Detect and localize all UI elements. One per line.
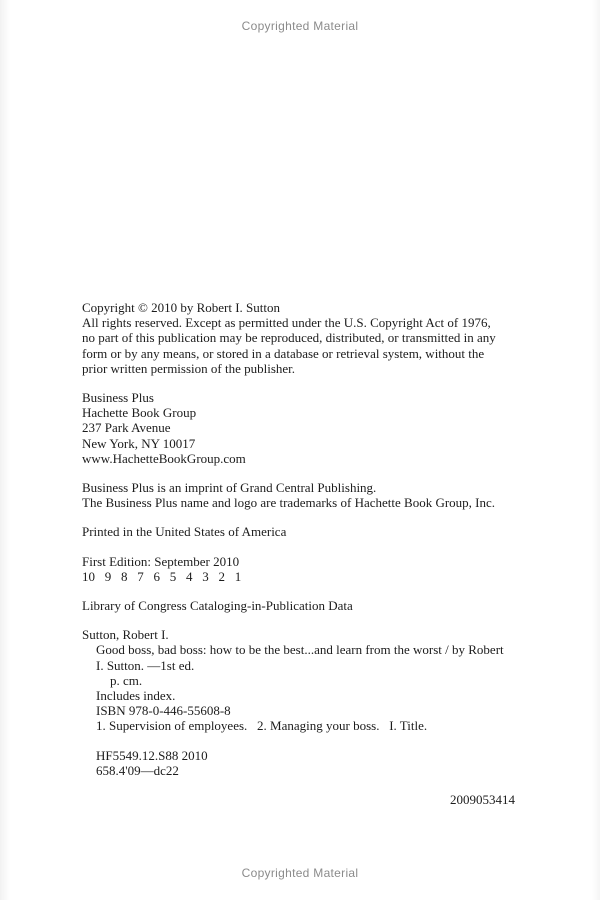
- edition-line: First Edition: September 2010: [82, 553, 240, 569]
- lccn-number: 2009053414: [450, 792, 515, 808]
- printing-number-line: 10 9 8 7 6 5 4 3 2 1: [82, 568, 242, 584]
- text-line: Copyright © 2010 by Robert I. Sutton: [82, 300, 281, 315]
- text-line: Hachette Book Group: [82, 405, 197, 421]
- lc-call-number: HF5549.12.S88 2010: [96, 747, 208, 763]
- cip-isbn-line: ISBN 978-0-446-55608-8: [96, 703, 231, 719]
- text-line: Library of Congress Cataloging-in-Publication Data: [82, 598, 353, 614]
- cip-pagination-line: p. cm.: [110, 672, 143, 688]
- edition-info: [82, 554, 515, 584]
- cip-index-line: Includes index.: [96, 688, 176, 704]
- text-line: prior written permission of the publisher.: [82, 360, 296, 376]
- publisher-name: Business Plus: [82, 390, 154, 406]
- text-line: Printed in the United States of America: [82, 524, 287, 540]
- cip-data: [82, 627, 515, 733]
- cip-subjects-line: 1. Supervision of employees. 2. Managing your boss. I. Title.: [96, 718, 428, 734]
- text-line: New York, NY 10017: [82, 435, 196, 451]
- text-line: 237 Park Avenue: [82, 420, 171, 436]
- publisher-address: [82, 390, 515, 466]
- imprint-note: [82, 480, 515, 510]
- loc-heading: [82, 598, 515, 613]
- cip-title-line: Good boss, bad boss: how to be the best...and learn from the worst / by Robert: [96, 642, 504, 658]
- publisher-url-text: www.HachetteBookGroup.com: [82, 450, 246, 466]
- call-numbers: [82, 748, 515, 778]
- copyrighted-material-banner-bottom: Copyrighted Material: [241, 866, 359, 880]
- lccn-block: [82, 792, 515, 807]
- cip-author-line: Sutton, Robert I.: [82, 627, 169, 643]
- cip-title-line: I. Sutton. —1st ed.: [96, 657, 195, 673]
- text-line: All rights reserved. Except as permitted under the U.S. Copyright Act of 1976,: [82, 315, 491, 331]
- text-line: Business Plus is an imprint of Grand Central Publishing.: [82, 480, 377, 496]
- copyrighted-material-banner-top: Copyrighted Material: [241, 19, 359, 33]
- printed-note: [82, 524, 515, 539]
- text-line: The Business Plus name and logo are trademarks of Hachette Book Group, Inc.: [82, 495, 496, 511]
- copyright-page-text: [82, 300, 515, 807]
- copyright-notice: [82, 300, 515, 376]
- text-line: no part of this publication may be reproduced, distributed, or transmitted in any: [82, 330, 496, 346]
- text-line: form or by any means, or stored in a database or retrieval system, without the: [82, 345, 485, 361]
- dewey-number: 658.4'09—dc22: [96, 762, 179, 778]
